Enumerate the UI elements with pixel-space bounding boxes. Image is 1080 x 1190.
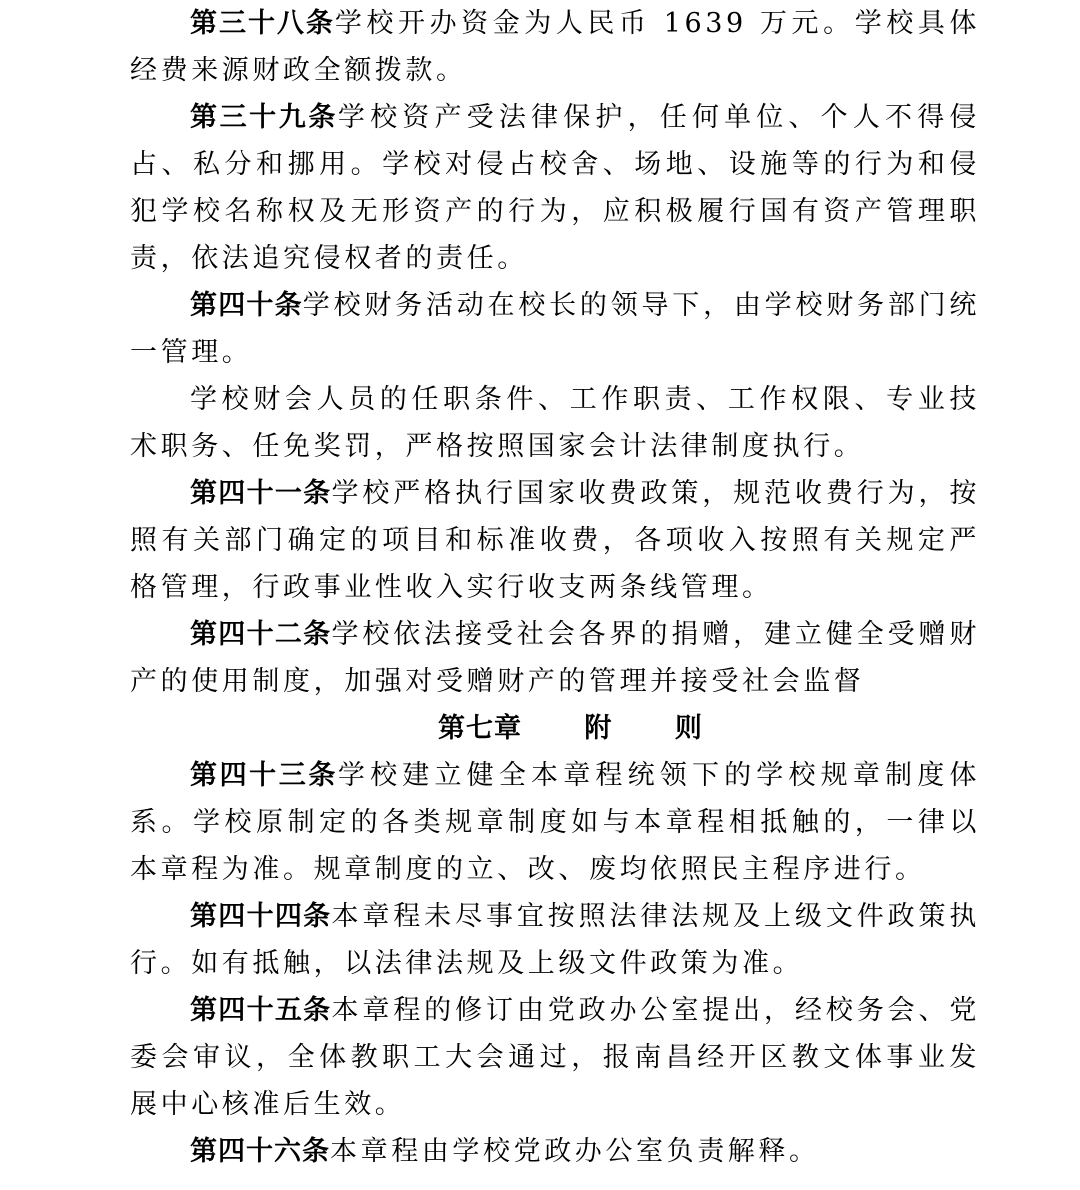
article-number: 第四十三条 <box>190 760 338 791</box>
article-text: 学校严格执行国家收费政策，规范收费行为，按照有关部门确定的项目和标准收费，各项收入按照有关规定严格管理，行政事业性收入实行收支两条线管理。 <box>130 478 980 603</box>
article-text: 本章程由学校党政办公室负责解释。 <box>330 1136 820 1167</box>
article-text: 学校财会人员的任职条件、工作职责、工作权限、专业技术职务、任免奖罚，严格按照国家会计法律制度执行。 <box>130 384 980 462</box>
article-text: 学校依法接受社会各界的捐赠，建立健全受赠财产的使用制度，加强对受赠财产的管理并接受社会监督 <box>130 619 980 697</box>
article-43 <box>130 752 980 893</box>
article-number: 第四十二条 <box>190 619 332 650</box>
article-number: 第四十五条 <box>190 995 332 1026</box>
article-45 <box>130 987 980 1128</box>
article-text: 学校财务活动在校长的领导下，由学校财务部门统一管理。 <box>130 290 981 368</box>
article-38 <box>130 0 980 94</box>
article-text: 学校开办资金为人民币 1639 万元。学校具体经费来源财政全额拨款。 <box>130 8 980 86</box>
article-text: 学校建立健全本章程统领下的学校规章制度体系。学校原制定的各类规章制度如与本章程相抵触的，一律以本章程为准。规章制度的立、改、废均依照民主程序进行。 <box>130 760 981 885</box>
article-40-paragraph-2 <box>130 376 980 470</box>
article-number: 第四十六条 <box>190 1136 330 1167</box>
article-41 <box>130 470 980 611</box>
article-39 <box>130 94 980 282</box>
article-number: 第三十八条 <box>190 8 335 39</box>
article-44 <box>130 893 980 987</box>
chapter-title-word-1: 附 <box>584 713 613 744</box>
document-page <box>130 0 980 1175</box>
article-text: 本章程未尽事宜按照法律法规及上级文件政策执行。如有抵触，以法律法规及上级文件政策为准。 <box>130 901 980 979</box>
article-text: 学校资产受法律保护，任何单位、个人不得侵占、私分和挪用。学校对侵占校舍、场地、设施等的行为和侵犯学校名称权及无形资产的行为，应积极履行国有资产管理职责，依法追究侵权者的责任。 <box>130 102 981 274</box>
chapter-number: 第七章 <box>438 713 522 744</box>
article-number: 第三十九条 <box>190 102 338 133</box>
article-number: 第四十一条 <box>190 478 332 509</box>
article-number: 第四十四条 <box>190 901 332 932</box>
article-number: 第四十条 <box>190 290 303 321</box>
chapter-heading <box>130 705 980 752</box>
chapter-title-word-2: 则 <box>674 713 703 744</box>
article-42 <box>130 611 980 705</box>
article-text: 本章程的修订由党政办公室提出，经校务会、党委会审议，全体教职工大会通过，报南昌经开区教文体事业发展中心核准后生效。 <box>130 995 980 1120</box>
article-46 <box>130 1128 980 1175</box>
article-40 <box>130 282 980 376</box>
